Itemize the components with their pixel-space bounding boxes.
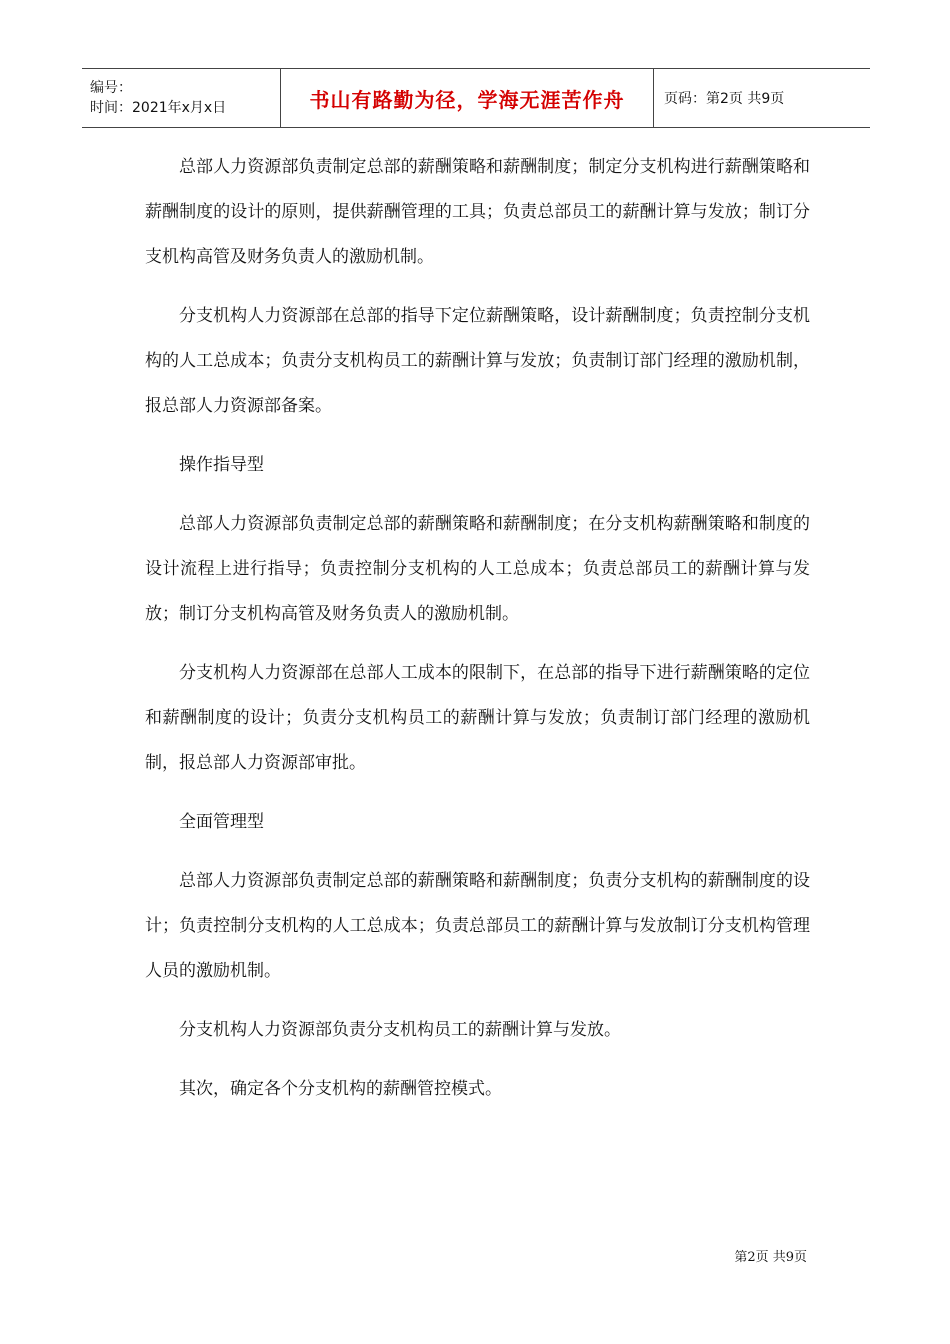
section-heading: 操作指导型 — [179, 455, 264, 475]
paragraph: 总部人力资源部负责制定总部的薪酬策略和薪酬制度；在分支机构薪酬策略和制度的设计流程上进行指导；负责控制分支机构的人工总成本；负责总部员工的薪酬计算与发放；制订分支机构高管及财务负责人的激励机制。 — [145, 514, 810, 624]
document-body — [145, 145, 810, 1126]
paragraph: 分支机构人力资源部在总部的指导下定位薪酬策略，设计薪酬制度；负责控制分支机构的人工总成本；负责分支机构员工的薪酬计算与发放；负责制订部门经理的激励机制，报总部人力资源部备案。 — [145, 306, 810, 416]
section-heading: 全面管理型 — [179, 812, 264, 832]
header-meta — [82, 69, 281, 127]
paragraph: 分支机构人力资源部负责分支机构员工的薪酬计算与发放。 — [179, 1020, 621, 1040]
paragraph: 其次，确定各个分支机构的薪酬管控模式。 — [179, 1079, 502, 1099]
document-number: 编号： — [90, 80, 132, 96]
page-header — [82, 68, 870, 128]
paragraph: 总部人力资源部负责制定总部的薪酬策略和薪酬制度；制定分支机构进行薪酬策略和薪酬制度的设计的原则，提供薪酬管理的工具；负责总部员工的薪酬计算与发放；制订分支机构高管及财务负责人的激励机制。 — [145, 157, 810, 267]
document-time: 时间：2021年x月x日 — [90, 100, 227, 116]
header-page-info: 页码：第2页 共9页 — [664, 91, 785, 107]
paragraph: 分支机构人力资源部在总部人工成本的限制下，在总部的指导下进行薪酬策略的定位和薪酬制度的设计；负责分支机构员工的薪酬计算与发放；负责制订部门经理的激励机制，报总部人力资源部审批。 — [145, 663, 810, 773]
header-motto: 书山有路勤为径，学海无涯苦作舟 — [281, 69, 654, 127]
paragraph: 总部人力资源部负责制定总部的薪酬策略和薪酬制度；负责分支机构的薪酬制度的设计；负责控制分支机构的人工总成本；负责总部员工的薪酬计算与发放制订分支机构管理人员的激励机制。 — [145, 871, 810, 981]
page-footer: 第2页 共9页 — [734, 1250, 807, 1265]
